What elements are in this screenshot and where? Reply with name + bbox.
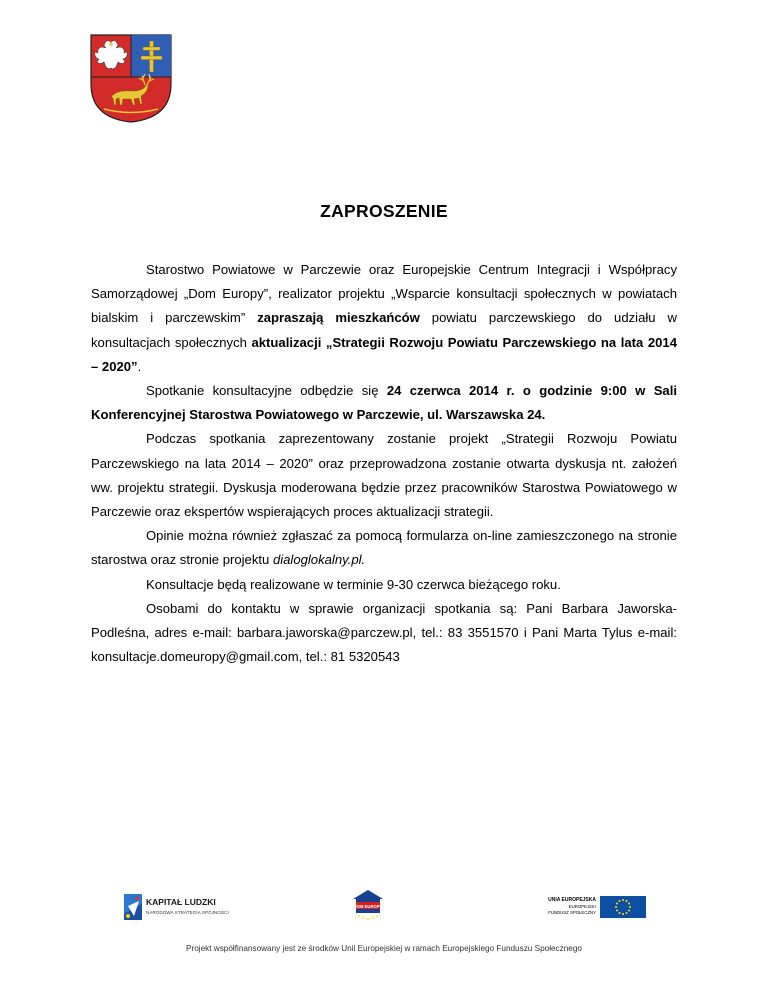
kapital-ludzki-mark-icon: [122, 892, 144, 922]
eu-fund-label-1: EUROPEJSKI: [568, 904, 596, 909]
website-link-text: dialoglokalny.pl.: [272, 552, 366, 568]
text-run: Spotkanie konsultacyjne odbędzie się: [146, 383, 387, 399]
paragraph-meeting-details: [91, 379, 677, 427]
page-title: ZAPROSZENIE: [320, 201, 448, 221]
kapital-ludzki-logo: [122, 892, 232, 922]
funding-note: Projekt współfinansowany jest ze środków Unii Europejskiej w ramach Europejskiego Funduszu Społecznego: [186, 944, 582, 953]
eu-flag-icon: [600, 896, 646, 918]
kapital-ludzki-title: KAPITAŁ LUDZKI: [146, 897, 216, 907]
footer-logos: [0, 880, 768, 940]
text-run: powiatu parczewskiego do udziału w konsultacjach społecznych: [91, 310, 677, 350]
eu-label: UNIA EUROPEJSKA: [548, 897, 596, 903]
text-run: Opinie można również zgłaszać za pomocą formularza on-line zamieszczonego na stronie starostwa oraz stronie projektu: [91, 528, 677, 568]
text-run: Starostwo Powiatowe w Parczewie oraz Europejskie Centrum Integracji i Współpracy Samorządowej „Dom Europy”, realizator projektu „Wsparcie konsultacji społecznych w powiatach bialskim i parczewskim”: [91, 262, 677, 326]
paragraph-meeting-agenda: Podczas spotkania zaprezentowany zostanie projekt „Strategii Rozwoju Powiatu Parczewskiego na lata 2014 – 2020” oraz przeprowadzona zostanie otwarta dyskusja nt. założeń ww. projektu strategii. Dyskusja moderowana będzie przez pracowników Starostwa Powiatowego w Parczewie oraz ekspertów wspierających proces aktualizacji strategii.: [91, 431, 677, 520]
bold-text-run: zapraszają mieszkańców: [257, 310, 420, 326]
bold-text-run: aktualizacji „Strategii Rozwoju Powiatu Parczewskiego na lata 2014 – 2020”: [91, 334, 677, 374]
paragraph-invitation: [91, 258, 677, 379]
paragraph-contact: Osobami do kontaktu w sprawie organizacji spotkania są: Pani Barbara Jaworska-Podleśna, adres e-mail: barbara.jaworska@parczew.pl, tel.: 83 3551570 i Pani Marta Tylus e-mail: konsultacje.domeuropy@gmail.com, tel.: 81 5320543: [91, 600, 677, 665]
eu-fund-label-2: FUNDUSZ SPOŁECZNY: [548, 910, 596, 915]
dom-europy-label: DOM EUROPY: [353, 904, 383, 909]
paragraph-consultation-dates: Konsultacje będą realizowane w terminie 9-30 czerwca bieżącego roku.: [146, 576, 561, 592]
dom-europy-logo: [350, 888, 386, 924]
document-body: [91, 258, 677, 669]
coat-of-arms-emblem: [88, 32, 174, 124]
paragraph-online-opinions: [91, 524, 677, 572]
text-run: .: [137, 358, 142, 374]
kapital-ludzki-subtitle: NARODOWA STRATEGIA SPÓJNOŚCI: [146, 910, 229, 915]
eu-efs-logo: [548, 896, 648, 922]
bold-text-run: 24 czerwca 2014 r. o godzinie 9:00 w Sali Konferencyjnej Starostwa Powiatowego w Parczewie, ul. Warszawska 24.: [91, 383, 677, 423]
